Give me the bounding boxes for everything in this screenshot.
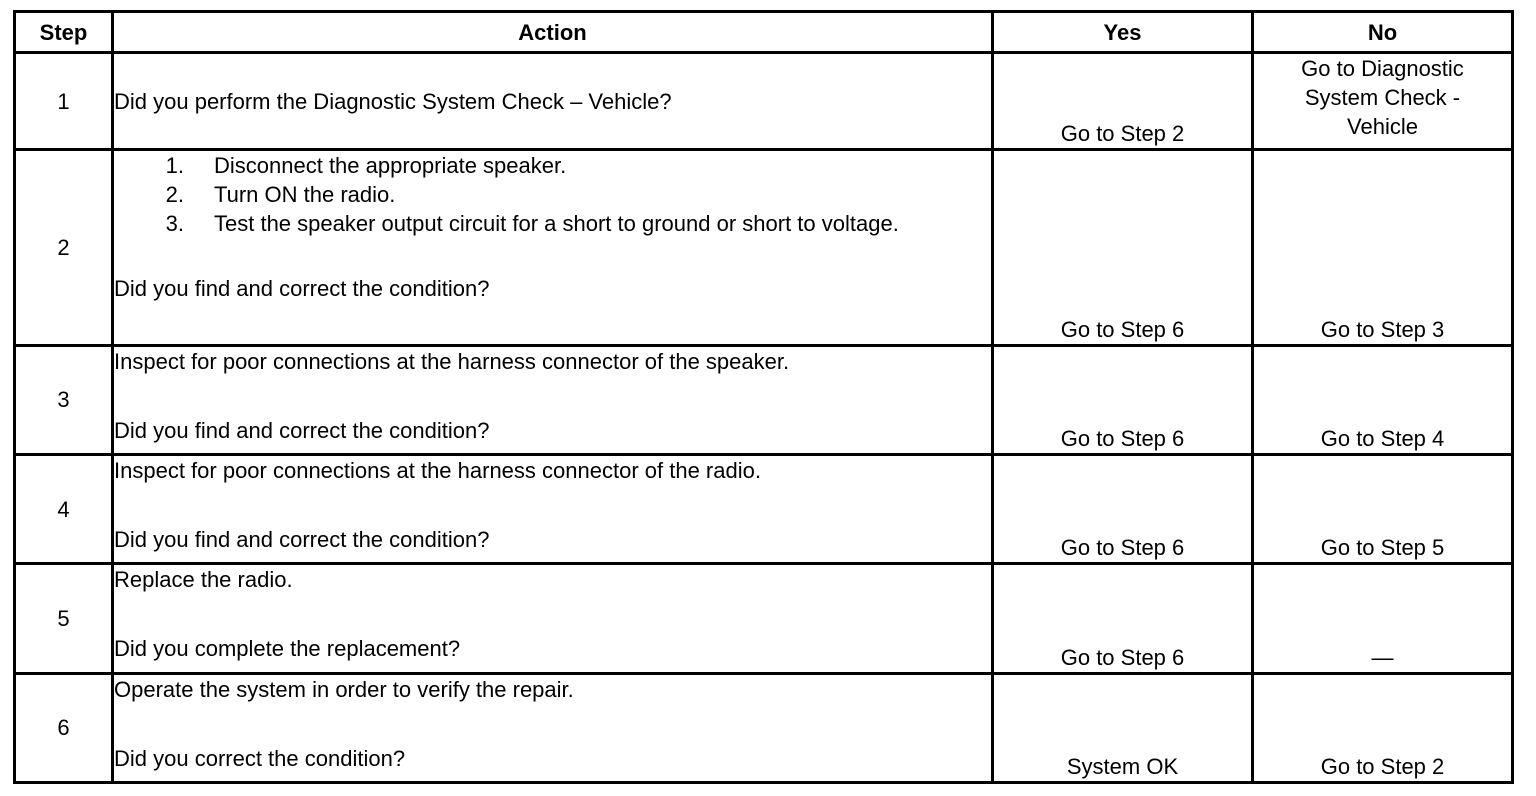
list-item-number: 2.: [165, 182, 184, 208]
action-cell: [113, 345, 993, 454]
table-row: [15, 53, 1513, 150]
action-question: Did you complete the replacement?: [114, 636, 461, 662]
step-number: 3: [15, 345, 113, 454]
table-row: [15, 345, 1513, 454]
step-number: 6: [15, 673, 113, 782]
action-text: Replace the radio.: [114, 567, 293, 593]
diagnostic-table: [13, 10, 1514, 784]
yes-cell: Go to Step 6: [993, 150, 1253, 346]
yes-cell: Go to Step 6: [993, 455, 1253, 564]
list-item: [114, 209, 991, 238]
list-item-text: Test the speaker output circuit for a short to ground or short to voltage.: [214, 211, 899, 237]
no-cell: Go to Step 2: [1253, 673, 1513, 782]
list-item-text: Disconnect the appropriate speaker.: [214, 153, 567, 179]
header-action: Action: [113, 12, 993, 53]
step-number: 4: [15, 455, 113, 564]
header-no: No: [1253, 12, 1513, 53]
header-yes: Yes: [993, 12, 1253, 53]
action-question: Did you correct the condition?: [114, 745, 406, 771]
yes-cell: Go to Step 2: [993, 53, 1253, 150]
table-row: [15, 564, 1513, 673]
table-row: [15, 673, 1513, 782]
list-item-number: 1.: [165, 153, 184, 179]
action-question: Did you find and correct the condition?: [114, 276, 490, 302]
step-number: 2: [15, 150, 113, 346]
step-number: 1: [15, 53, 113, 150]
action-text: Inspect for poor connections at the harness connector of the speaker.: [114, 348, 790, 374]
action-question: Did you find and correct the condition?: [114, 417, 490, 443]
yes-cell: Go to Step 6: [993, 345, 1253, 454]
no-cell: —: [1253, 564, 1513, 673]
list-item: [114, 151, 991, 180]
table-row: [15, 150, 1513, 346]
table-row: [15, 455, 1513, 564]
action-cell: [113, 564, 993, 673]
step-number: 5: [15, 564, 113, 673]
action-cell: [113, 150, 993, 346]
action-question: Did you find and correct the condition?: [114, 527, 490, 553]
no-cell: Go to Diagnostic System Check - Vehicle: [1253, 53, 1513, 150]
action-text: Inspect for poor connections at the harness connector of the radio.: [114, 458, 761, 484]
yes-cell: System OK: [993, 673, 1253, 782]
action-text: Operate the system in order to verify the repair.: [114, 676, 574, 702]
list-item: [114, 180, 991, 209]
action-cell: [113, 53, 993, 150]
yes-cell: Go to Step 6: [993, 564, 1253, 673]
no-cell: Go to Step 4: [1253, 345, 1513, 454]
action-question: Did you perform the Diagnostic System Check – Vehicle?: [114, 88, 672, 114]
list-item-number: 3.: [165, 211, 184, 237]
no-cell: Go to Step 3: [1253, 150, 1513, 346]
header-step: Step: [15, 12, 113, 53]
header-row: [15, 12, 1513, 53]
no-cell: Go to Step 5: [1253, 455, 1513, 564]
list-item-text: Turn ON the radio.: [214, 182, 396, 208]
action-cell: [113, 455, 993, 564]
action-steps-list: [114, 151, 991, 238]
action-cell: [113, 673, 993, 782]
